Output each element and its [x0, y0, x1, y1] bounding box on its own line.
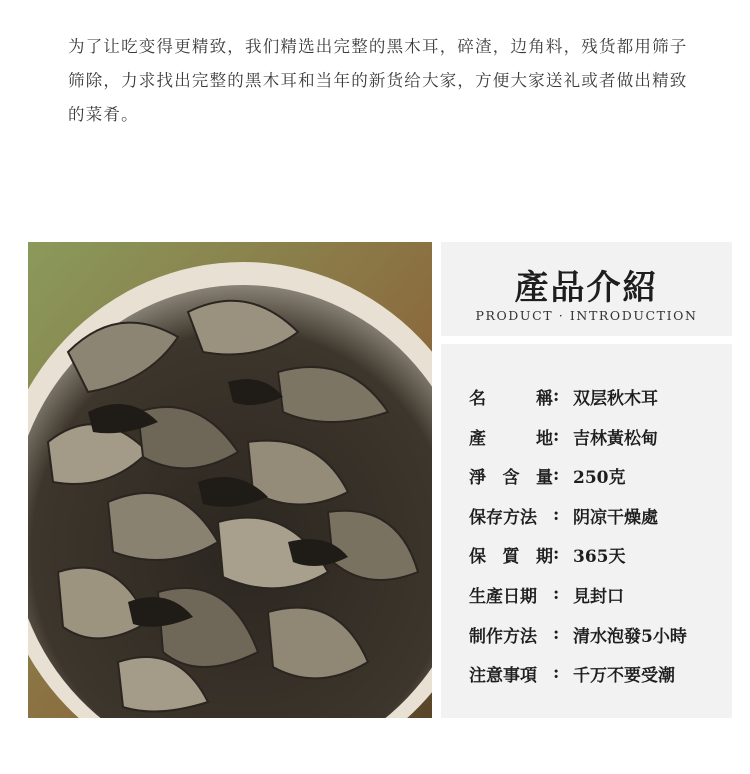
product-introduction-header	[441, 242, 732, 336]
spec-label: 注意事項	[469, 665, 537, 686]
spec-row-production-date: 生產日期 : 見封口	[469, 580, 624, 608]
spec-label: 產 地	[469, 428, 553, 449]
product-spec-panel	[441, 344, 732, 718]
product-photo	[28, 242, 432, 718]
intro-paragraph: 为了让吃变得更精致，我们精选出完整的黑木耳，碎渣，边角料，残货都用筛子筛除，力求找出完整的黑木耳和当年的新货给大家，方便大家送礼或者做出精致的菜肴。	[68, 37, 688, 124]
spec-label: 保 質 期	[469, 546, 553, 567]
spec-value: 千万不要受潮	[573, 665, 675, 686]
dried-wood-ear-fungus-bowl-image	[28, 242, 432, 718]
spec-value: 吉林黃松甸	[573, 428, 658, 449]
header-title: 產品介紹	[514, 268, 659, 308]
spec-row-caution: 注意事項 : 千万不要受潮	[469, 659, 675, 687]
spec-row-preparation: 制作方法 : 清水泡發5小時	[469, 620, 687, 648]
header-subtitle: PRODUCT · INTRODUCTION	[475, 308, 698, 323]
spec-value: 清水泡發5小時	[573, 626, 687, 647]
spec-row-storage: 保存方法 : 阴凉干燥處	[469, 501, 658, 529]
spec-value: 阴凉干燥處	[573, 507, 658, 528]
spec-row-shelf-life: 保 質 期 : 365天	[469, 540, 626, 568]
spec-value: 250克	[573, 467, 626, 488]
spec-row-origin: 產 地 : 吉林黃松甸	[469, 422, 658, 450]
spec-value: 見封口	[573, 586, 624, 607]
spec-label: 淨 含 量	[469, 467, 553, 488]
spec-row-name: 名 稱 : 双层秋木耳	[469, 382, 658, 410]
spec-label: 名 稱	[469, 388, 553, 409]
spec-label: 保存方法	[469, 507, 537, 528]
spec-value: 365天	[573, 546, 626, 567]
spec-label: 制作方法	[469, 626, 537, 647]
spec-label: 生產日期	[469, 586, 537, 607]
spec-row-net-weight: 淨 含 量 : 250克	[469, 461, 626, 489]
spec-value: 双层秋木耳	[573, 388, 658, 409]
